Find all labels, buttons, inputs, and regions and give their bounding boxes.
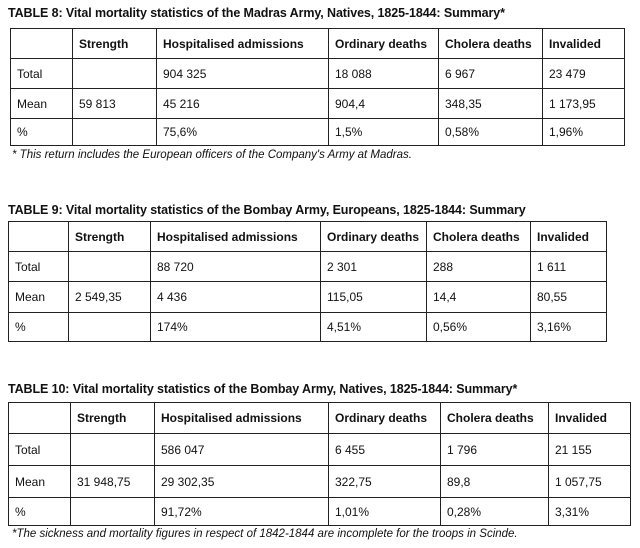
table-cell bbox=[69, 252, 151, 282]
table-8-footnote: * This return includes the European officers of the Company's Army at Madras. bbox=[12, 149, 412, 161]
table-cell: 0,56% bbox=[427, 313, 531, 342]
table-cell bbox=[73, 119, 157, 146]
table-cell: 31 948,75 bbox=[71, 466, 155, 498]
header-cell: Strength bbox=[69, 222, 151, 252]
table-row bbox=[9, 282, 607, 313]
table-cell: 1 796 bbox=[441, 434, 549, 466]
table-cell: 29 302,35 bbox=[155, 466, 329, 498]
table-cell: % bbox=[9, 498, 71, 526]
table-header-row bbox=[9, 222, 607, 252]
table-row bbox=[9, 434, 631, 466]
table-row bbox=[9, 252, 607, 282]
table-row bbox=[9, 498, 631, 526]
table-row bbox=[9, 466, 631, 498]
header-cell: Hospitalised admissions bbox=[151, 222, 321, 252]
header-cell: Cholera deaths bbox=[439, 29, 543, 59]
table-cell: 174% bbox=[151, 313, 321, 342]
table-10 bbox=[8, 402, 631, 526]
header-cell: Ordinary deaths bbox=[321, 222, 427, 252]
table-row bbox=[11, 89, 625, 119]
table-cell: 45 216 bbox=[157, 89, 329, 119]
table-cell: Mean bbox=[11, 89, 73, 119]
header-cell: Invalided bbox=[543, 29, 625, 59]
table-cell bbox=[71, 498, 155, 526]
table-row bbox=[11, 119, 625, 146]
table-cell: 6 455 bbox=[329, 434, 441, 466]
header-cell bbox=[9, 222, 69, 252]
table-cell: 0,28% bbox=[441, 498, 549, 526]
header-cell: Invalided bbox=[531, 222, 607, 252]
table-cell: 115,05 bbox=[321, 282, 427, 313]
table-cell: 904,4 bbox=[329, 89, 439, 119]
table-cell: 18 088 bbox=[329, 59, 439, 89]
table-cell: 904 325 bbox=[157, 59, 329, 89]
header-cell: Hospitalised admissions bbox=[155, 403, 329, 434]
header-cell: Ordinary deaths bbox=[329, 29, 439, 59]
table-cell: 91,72% bbox=[155, 498, 329, 526]
table-cell: 2 301 bbox=[321, 252, 427, 282]
table-row bbox=[9, 313, 607, 342]
table-cell: 1 611 bbox=[531, 252, 607, 282]
header-cell: Invalided bbox=[549, 403, 631, 434]
table-cell: 1,96% bbox=[543, 119, 625, 146]
table-9 bbox=[8, 221, 607, 342]
table-cell: 14,4 bbox=[427, 282, 531, 313]
table-8-title: TABLE 8: Vital mortality statistics of the Madras Army, Natives, 1825-1844: Summary* bbox=[8, 6, 505, 20]
table-cell: 1,5% bbox=[329, 119, 439, 146]
table-cell: 4,51% bbox=[321, 313, 427, 342]
table-cell bbox=[71, 434, 155, 466]
table-cell: 586 047 bbox=[155, 434, 329, 466]
table-cell: 6 967 bbox=[439, 59, 543, 89]
table-cell: 59 813 bbox=[73, 89, 157, 119]
table-cell: 1 173,95 bbox=[543, 89, 625, 119]
table-cell: Mean bbox=[9, 282, 69, 313]
header-cell: Ordinary deaths bbox=[329, 403, 441, 434]
table-cell bbox=[73, 59, 157, 89]
table-10-footnote: *The sickness and mortality figures in respect of 1842-1844 are incomplete for the troops in Scinde. bbox=[12, 528, 518, 540]
table-cell: 3,16% bbox=[531, 313, 607, 342]
table-cell: Total bbox=[11, 59, 73, 89]
table-cell: 88 720 bbox=[151, 252, 321, 282]
table-cell: Total bbox=[9, 252, 69, 282]
header-cell: Strength bbox=[73, 29, 157, 59]
table-cell bbox=[69, 313, 151, 342]
header-cell: Cholera deaths bbox=[441, 403, 549, 434]
table-cell: 1 057,75 bbox=[549, 466, 631, 498]
table-cell: % bbox=[9, 313, 69, 342]
table-cell: 89,8 bbox=[441, 466, 549, 498]
table-cell: % bbox=[11, 119, 73, 146]
table-cell: 23 479 bbox=[543, 59, 625, 89]
header-cell bbox=[11, 29, 73, 59]
table-10-title: TABLE 10: Vital mortality statistics of the Bombay Army, Natives, 1825-1844: Summary* bbox=[8, 382, 518, 396]
table-cell: 4 436 bbox=[151, 282, 321, 313]
table-cell: Mean bbox=[9, 466, 71, 498]
table-cell: 0,58% bbox=[439, 119, 543, 146]
table-cell: 348,35 bbox=[439, 89, 543, 119]
table-cell: 21 155 bbox=[549, 434, 631, 466]
table-cell: 80,55 bbox=[531, 282, 607, 313]
table-row bbox=[11, 59, 625, 89]
header-cell bbox=[9, 403, 71, 434]
table-cell: Total bbox=[9, 434, 71, 466]
header-cell: Cholera deaths bbox=[427, 222, 531, 252]
table-cell: 75,6% bbox=[157, 119, 329, 146]
table-8 bbox=[10, 28, 625, 146]
header-cell: Strength bbox=[71, 403, 155, 434]
table-9-title: TABLE 9: Vital mortality statistics of the Bombay Army, Europeans, 1825-1844: Summary bbox=[8, 203, 526, 217]
header-cell: Hospitalised admissions bbox=[157, 29, 329, 59]
table-header-row bbox=[9, 403, 631, 434]
table-cell: 288 bbox=[427, 252, 531, 282]
table-cell: 2 549,35 bbox=[69, 282, 151, 313]
table-cell: 322,75 bbox=[329, 466, 441, 498]
table-cell: 3,31% bbox=[549, 498, 631, 526]
table-cell: 1,01% bbox=[329, 498, 441, 526]
table-header-row bbox=[11, 29, 625, 59]
